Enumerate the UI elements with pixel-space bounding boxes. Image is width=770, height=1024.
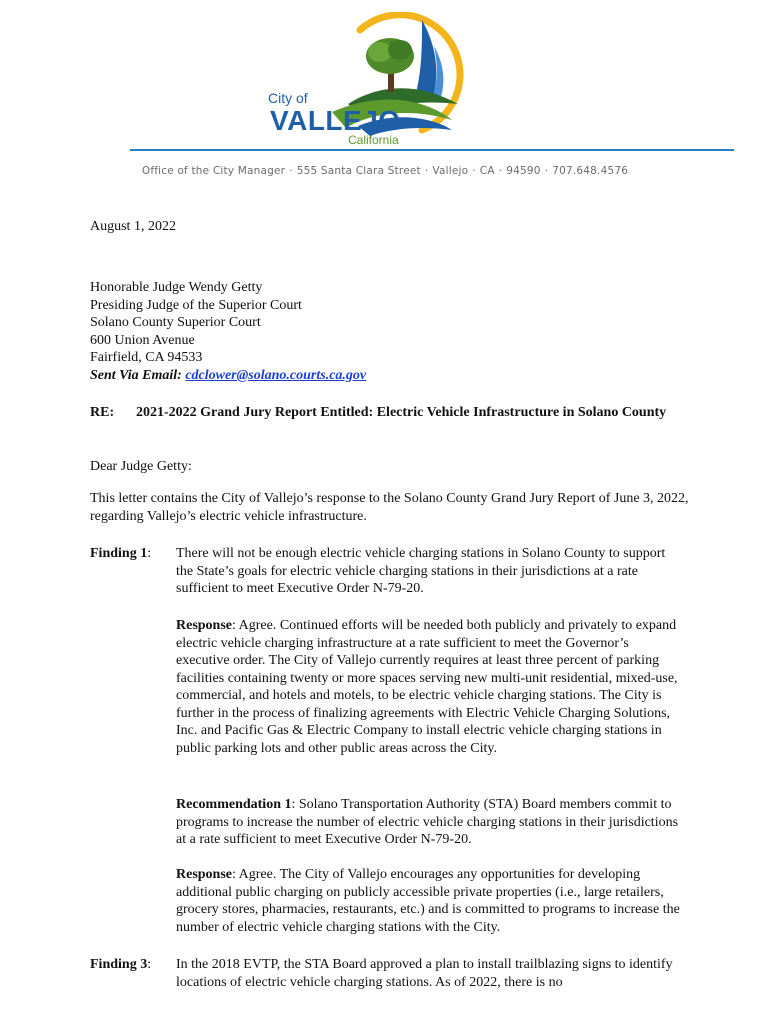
city-of-vallejo-logo (262, 12, 468, 148)
office-separator: · (289, 165, 293, 177)
logo-city-of: City of (268, 90, 308, 106)
finding-3-label (90, 956, 151, 974)
office-address-line (0, 165, 770, 177)
response-1 (176, 617, 681, 757)
response-2-label: Response (176, 867, 233, 882)
office-separator: · (424, 165, 429, 177)
address-line: Presiding Judge of the Superior Court (90, 297, 302, 313)
finding-3-colon: : (147, 957, 152, 972)
office-part: 707.648.4576 (552, 165, 629, 177)
finding-3-label-text: Finding 3 (90, 957, 148, 972)
recommendation-1 (176, 796, 681, 849)
office-part: Office of the City Manager (141, 165, 286, 177)
office-part: Vallejo (432, 165, 469, 177)
sent-via-email (90, 367, 366, 385)
office-part: CA (479, 165, 495, 177)
address-line: Fairfield, CA 94533 (90, 350, 203, 365)
letter-date: August 1, 2022 (90, 219, 176, 234)
response-2-text: : Agree. The City of Vallejo encourages any opportunities for developing additional public charging on publicly accessible private properties (i.e., large retailers, grocery stores, pharmacies, restaurants, etc.) and is committed to programs to increase the number of electric vehicle charging stations with the City. (176, 867, 680, 935)
recommendation-1-text: : Solano Transportation Authority (STA) Board members commit to programs to increase the number of electric vehicle charging stations in their jurisdictions at a rate sufficient to meet Executive Order N-79-20. (176, 797, 679, 847)
recipient-address (90, 279, 366, 384)
office-separator: · (472, 165, 476, 177)
office-part: 555 Santa Clara Street (296, 165, 421, 177)
sent-label: Sent Via Email: (90, 367, 182, 383)
office-separator: · (544, 165, 549, 177)
finding-1-text: There will not be enough electric vehicle charging stations in Solano County to support the State’s goals for electric vehicle charging stations in their jurisdictions at a rate sufficient to meet Executive Order N-79-20. (176, 546, 666, 596)
finding-1-label (90, 545, 151, 563)
recommendation-1-label: Recommendation 1 (176, 797, 292, 812)
email-link[interactable]: cdclower@solano.courts.ca.gov (185, 367, 367, 383)
finding-1-label-text: Finding 1 (90, 546, 148, 561)
salutation: Dear Judge Getty: (90, 459, 192, 474)
address-line: 600 Union Avenue (90, 332, 195, 348)
intro-paragraph: This letter contains the City of Vallejo’s response to the Solano County Grand Jury Report of June 3, 2022, regarding Vallejo’s electric vehicle infrastructure. (90, 491, 689, 524)
office-part: 94590 (506, 165, 541, 177)
office-separator: · (498, 165, 503, 177)
response-1-label: Response (176, 618, 233, 633)
logo-vallejo: VALLEJO (270, 105, 401, 136)
logo-california: California (348, 133, 399, 147)
finding-3-text: In the 2018 EVTP, the STA Board approved a plan to install trailblazing signs to identify locations of electric vehicle charging stations. As of 2022, there is no (176, 957, 673, 990)
response-2 (176, 866, 681, 936)
header-rule (130, 149, 734, 151)
address-line: Solano County Superior Court (90, 315, 261, 330)
finding-1-colon: : (147, 546, 152, 561)
re-subject: 2021-2022 Grand Jury Report Entitled: Electric Vehicle Infrastructure in Solano County (136, 405, 667, 420)
address-line: Honorable Judge Wendy Getty (90, 280, 263, 295)
response-1-text: : Agree. Continued efforts will be needed both publicly and privately to expand electric vehicle charging infrastructure at a rate sufficient to meet the Governor’s executive order. The City of Vallejo currently requires at least three percent of parking facilities containing twenty or more spaces serving new multi-unit residential, mixed-use, commercial, and hotels and motels, to be electric vehicle charging stations. The City is further in the process of finalizing agreements with Electric Vehicle Charging Solutions, Inc. and Pacific Gas & Electric Company to install electric vehicle charging stations in public parking lots and other public areas across the City. (176, 618, 678, 756)
re-label: RE: (90, 405, 115, 420)
